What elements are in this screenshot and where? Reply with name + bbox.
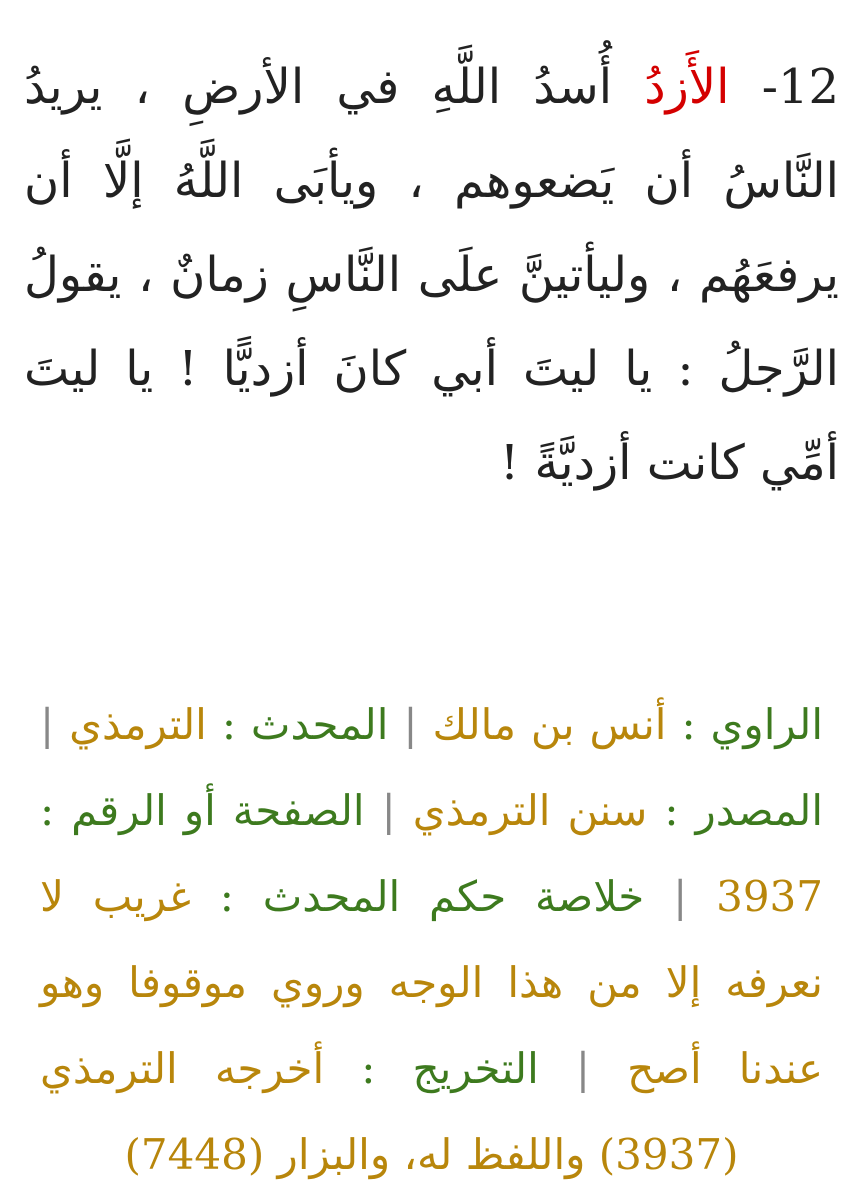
hadith-number: 12- — [761, 59, 840, 115]
muhaddith-label: المحدث : — [221, 700, 389, 749]
page-label: الصفحة أو الرقم : — [40, 786, 365, 835]
takhrij-block — [40, 682, 823, 1198]
ruling-value: غريب لا نعرفه إلا من هذا الوجه وروي موقوفا وهو عندنا أصح — [40, 872, 823, 1093]
separator: | — [673, 872, 688, 921]
source-value: سنن الترمذي — [412, 786, 648, 835]
takhrij-label: التخريج : — [361, 1044, 539, 1093]
ruling-label: خلاصة حكم المحدث : — [219, 872, 645, 921]
separator: | — [403, 700, 418, 749]
rawi-label: الراوي : — [681, 700, 824, 749]
takhrij-value: أخرجه الترمذي (3937) واللفظ له، والبزار (7448) — [40, 1044, 739, 1179]
separator: | — [381, 786, 396, 835]
hadith-text-block — [24, 40, 839, 510]
page-value: 3937 — [716, 872, 823, 921]
separator: | — [40, 700, 55, 749]
hadith-highlight-word: الأَزدُ — [644, 59, 730, 115]
rawi-value: أنس بن مالك — [432, 700, 667, 749]
hadith-body: أُسدُ اللَّهِ في الأرضِ ، يريدُ النَّاسُ أن يَضعوهم ، ويأبَى اللَّهُ إلَّا أن يرفعَهُم ، وليأتينَّ علَى النَّاسِ زمانٌ ، يقولُ الرَّجلُ : يا ليتَ أبي كانَ أزديًّا ! يا ليتَ أمِّي كانت أزديَّةً ! — [24, 59, 839, 491]
separator: | — [575, 1044, 591, 1093]
muhaddith-value: الترمذي — [69, 700, 207, 749]
source-label: المصدر : — [664, 786, 823, 835]
